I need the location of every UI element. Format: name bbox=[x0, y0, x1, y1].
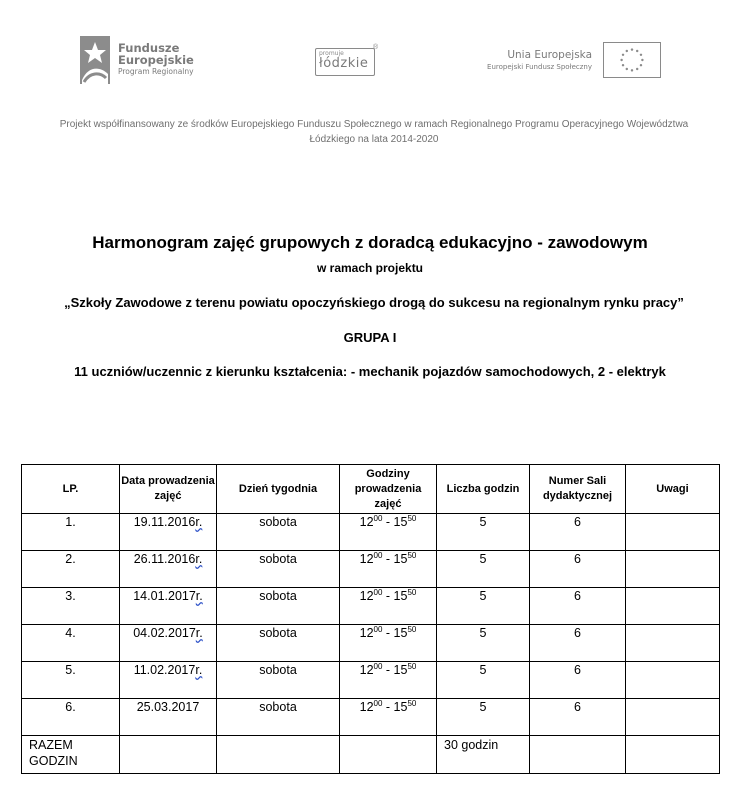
cell-date bbox=[120, 514, 217, 551]
hour-end-minutes: 50 bbox=[407, 587, 417, 597]
table-row bbox=[22, 588, 720, 625]
table-cell bbox=[626, 736, 720, 774]
table-row bbox=[22, 514, 720, 551]
lodzkie-logo-big: łódzkie bbox=[319, 56, 369, 71]
lp-value: 6. bbox=[65, 700, 76, 714]
cell-room bbox=[530, 625, 626, 662]
table-cell bbox=[217, 736, 340, 774]
hour-end: 15 bbox=[393, 589, 408, 603]
hour-end: 15 bbox=[393, 552, 408, 566]
cell-date bbox=[120, 662, 217, 699]
table-cell bbox=[120, 736, 217, 774]
cell-day bbox=[217, 699, 340, 736]
date-suffix: r. bbox=[195, 515, 203, 529]
count-value: 5 bbox=[479, 589, 487, 603]
table-cell bbox=[340, 736, 437, 774]
cell-date bbox=[120, 699, 217, 736]
cell-notes bbox=[626, 662, 720, 699]
date-value: 14.01.2017 bbox=[133, 589, 196, 603]
hour-start-minutes: 00 bbox=[373, 513, 383, 523]
document-subtitle: w ramach projektu bbox=[316, 261, 424, 275]
total-label-line1: RAZEM bbox=[29, 738, 73, 752]
fundusze-europejskie-logo bbox=[80, 36, 220, 88]
hour-end: 15 bbox=[393, 700, 408, 714]
date-suffix: r. bbox=[195, 663, 203, 677]
cell-notes bbox=[626, 625, 720, 662]
lp-value: 2. bbox=[65, 552, 76, 566]
room-value: 6 bbox=[574, 626, 581, 640]
cell-count bbox=[437, 588, 530, 625]
cell-lp bbox=[22, 699, 120, 736]
cell-day bbox=[217, 662, 340, 699]
hour-start: 12 bbox=[359, 700, 374, 714]
date-value: 25.03.2017 bbox=[136, 700, 200, 714]
unia-europejska-logo bbox=[470, 42, 670, 82]
header-room: Numer Sali dydaktycznej bbox=[530, 465, 626, 514]
count-value: 5 bbox=[479, 700, 487, 714]
cell-room bbox=[530, 514, 626, 551]
cell-date bbox=[120, 551, 217, 588]
table-row bbox=[22, 625, 720, 662]
date-value: 19.11.2016 bbox=[133, 515, 196, 529]
cell-lp bbox=[22, 625, 120, 662]
cell-date bbox=[120, 588, 217, 625]
cell-hours: $12^{00} - 15^{50}$ bbox=[340, 551, 437, 588]
count-value: 5 bbox=[479, 626, 487, 640]
hour-start-minutes: 00 bbox=[373, 661, 383, 671]
room-value: 6 bbox=[574, 515, 581, 529]
header-lp: LP. bbox=[22, 465, 120, 514]
day-value: sobota bbox=[259, 663, 297, 677]
cell-notes bbox=[626, 551, 720, 588]
header-notes: Uwagi bbox=[626, 465, 720, 514]
count-value: 5 bbox=[479, 515, 487, 529]
day-value: sobota bbox=[259, 589, 297, 603]
header-count: Liczba godzin bbox=[437, 465, 530, 514]
date-value: 11.02.2017 bbox=[133, 663, 196, 677]
day-value: sobota bbox=[259, 626, 297, 640]
total-row bbox=[22, 736, 720, 774]
cell-notes bbox=[626, 588, 720, 625]
students-description: 11 uczniów/uczennic z kierunku kształcenia: - mechanik pojazdów samochodowych, 2 - elektryk bbox=[74, 364, 666, 379]
cell-hours: $12^{00} - 15^{50}$ bbox=[340, 662, 437, 699]
header-date: Data prowadzenia zajęć bbox=[120, 465, 217, 514]
total-label bbox=[22, 736, 120, 774]
table-row bbox=[22, 551, 720, 588]
cell-hours: $12^{00} - 15^{50}$ bbox=[340, 514, 437, 551]
date-suffix: r. bbox=[195, 589, 203, 603]
schedule-table bbox=[21, 464, 720, 774]
hour-start: 12 bbox=[359, 663, 374, 677]
hour-start: 12 bbox=[359, 515, 374, 529]
lp-value: 5. bbox=[65, 663, 76, 677]
cell-lp bbox=[22, 551, 120, 588]
cell-day bbox=[217, 588, 340, 625]
hour-start: 12 bbox=[359, 626, 374, 640]
cell-day bbox=[217, 514, 340, 551]
cell-lp bbox=[22, 514, 120, 551]
cell-count bbox=[437, 699, 530, 736]
cell-notes bbox=[626, 514, 720, 551]
cell-day bbox=[217, 551, 340, 588]
fe-logo-line3: Program Regionalny bbox=[118, 67, 194, 76]
count-value: 5 bbox=[479, 552, 487, 566]
cell-hours: $12^{00} - 15^{50}$ bbox=[340, 588, 437, 625]
cell-count bbox=[437, 514, 530, 551]
header-logos bbox=[0, 30, 748, 90]
cell-notes bbox=[626, 699, 720, 736]
hour-start-minutes: 00 bbox=[373, 624, 383, 634]
date-suffix: r. bbox=[195, 552, 203, 566]
hour-end-minutes: 50 bbox=[407, 513, 417, 523]
hour-end: 15 bbox=[393, 515, 408, 529]
lp-value: 4. bbox=[65, 626, 76, 640]
cell-room bbox=[530, 551, 626, 588]
room-value: 6 bbox=[574, 589, 581, 603]
ue-logo-line2: Europejski Fundusz Społeczny bbox=[487, 63, 592, 71]
cell-count bbox=[437, 662, 530, 699]
day-value: sobota bbox=[259, 700, 297, 714]
group-label: GRUPA I bbox=[343, 330, 397, 345]
header-day: Dzień tygodnia bbox=[217, 465, 340, 514]
day-value: sobota bbox=[259, 515, 297, 529]
room-value: 6 bbox=[574, 552, 581, 566]
fe-star-icon bbox=[80, 36, 110, 84]
hour-end-minutes: 50 bbox=[407, 661, 417, 671]
hour-start-minutes: 00 bbox=[373, 550, 383, 560]
project-name: „Szkoły Zawodowe z terenu powiatu opoczyńskiego drogą do sukcesu na regionalnym rynku pracy” bbox=[64, 295, 684, 310]
cell-room bbox=[530, 588, 626, 625]
cell-hours: $12^{00} - 15^{50}$ bbox=[340, 625, 437, 662]
cell-hours: $12^{00} - 15^{50}$ bbox=[340, 699, 437, 736]
date-suffix: r. bbox=[195, 626, 203, 640]
hour-end: 15 bbox=[393, 663, 408, 677]
cell-room bbox=[530, 662, 626, 699]
cell-count bbox=[437, 551, 530, 588]
registered-mark: ® bbox=[373, 44, 379, 51]
fe-logo-line2: Europejskie bbox=[118, 53, 194, 67]
hour-start: 12 bbox=[359, 589, 374, 603]
cofinancing-line2: Łódzkiego na lata 2014-2020 bbox=[309, 134, 439, 145]
cell-date bbox=[120, 625, 217, 662]
hour-start-minutes: 00 bbox=[373, 587, 383, 597]
hour-end-minutes: 50 bbox=[407, 624, 417, 634]
day-value: sobota bbox=[259, 552, 297, 566]
cell-room bbox=[530, 699, 626, 736]
lodzkie-logo-small: promuje bbox=[319, 50, 344, 57]
room-value: 6 bbox=[574, 700, 581, 714]
table-cell bbox=[530, 736, 626, 774]
hour-end-minutes: 50 bbox=[407, 698, 417, 708]
hour-start: 12 bbox=[359, 552, 374, 566]
promuje-lodzkie-logo bbox=[313, 44, 383, 80]
room-value: 6 bbox=[574, 663, 581, 677]
eu-flag-icon bbox=[603, 42, 661, 78]
hour-start-minutes: 00 bbox=[373, 698, 383, 708]
cell-lp bbox=[22, 662, 120, 699]
document-title: Harmonogram zajęć grupowych z doradcą edukacyjno - zawodowym bbox=[92, 233, 648, 252]
fe-logo-line1: Fundusze bbox=[118, 41, 180, 55]
lp-value: 3. bbox=[65, 589, 76, 603]
header-hours: Godziny prowadzenia zajęć bbox=[340, 465, 437, 514]
date-value: 04.02.2017 bbox=[133, 626, 196, 640]
cofinancing-note bbox=[20, 117, 728, 147]
total-label-line2: GODZIN bbox=[29, 754, 78, 768]
date-value: 26.11.2016 bbox=[133, 552, 196, 566]
total-value: 30 godzin bbox=[437, 736, 530, 774]
table-header-row bbox=[22, 465, 720, 514]
lp-value: 1. bbox=[65, 515, 76, 529]
count-value: 5 bbox=[479, 663, 487, 677]
cell-lp bbox=[22, 588, 120, 625]
cofinancing-line1: Projekt współfinansowany ze środków Europejskiego Funduszu Społecznego w ramach Regionalnego Programu Operacyjnego Województwa bbox=[59, 119, 689, 130]
ue-logo-line1: Unia Europejska bbox=[507, 49, 592, 61]
table-row bbox=[22, 699, 720, 736]
hour-end-minutes: 50 bbox=[407, 550, 417, 560]
hour-end: 15 bbox=[393, 626, 408, 640]
table-row bbox=[22, 662, 720, 699]
cell-count bbox=[437, 625, 530, 662]
cell-day bbox=[217, 625, 340, 662]
